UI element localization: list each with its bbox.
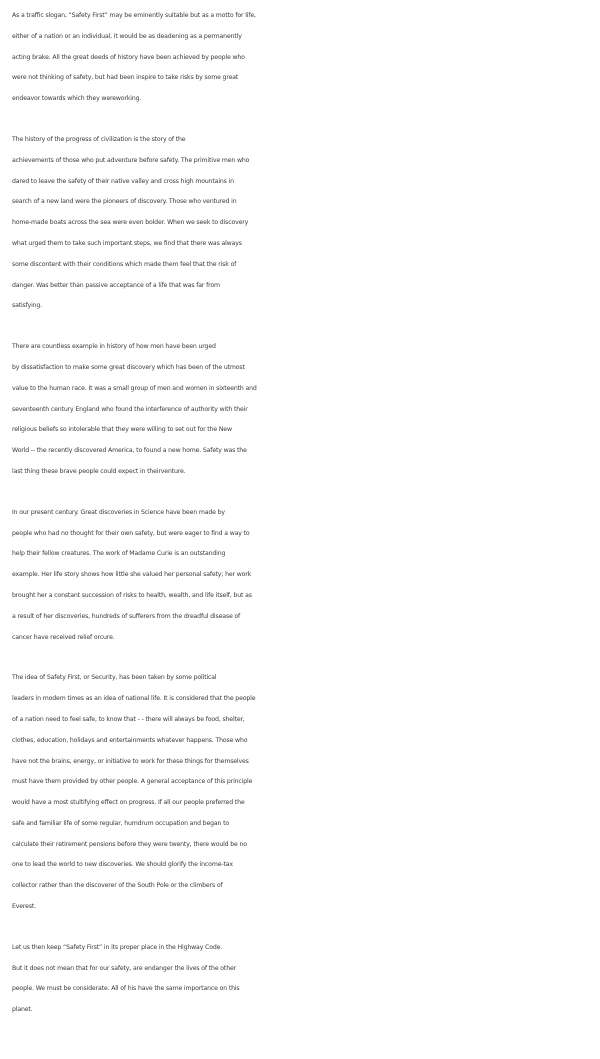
text-line: But it does not mean that for our safety, are endanger the lives of the other — [12, 964, 237, 972]
text-line: achievements of those who put adventure before safety. The primitive men who — [12, 156, 250, 164]
text-line: cancer have received relief orcure. — [12, 633, 115, 641]
text-line: of a nation need to feel safe, to know that - - there will always be food, shelter, — [12, 715, 245, 723]
paragraph — [12, 938, 600, 1021]
text-line: either of a nation or an individual, it would be as deadening as a permanently — [12, 32, 242, 40]
text-line: danger. Was better than passive acceptance of a life that was far from — [12, 281, 220, 289]
text-line: help their fellow creatures. The work of Madame Curie is an outstanding — [12, 550, 226, 558]
text-line: clothes, education, holidays and entertainments whatever happens. Those who — [12, 736, 248, 744]
text-line: home-made boats across the sea were even bolder. When we seek to discovery — [12, 219, 249, 227]
text-line: have not the brains, energy, or initiative to work for these things for themselves — [12, 757, 249, 765]
text-line: The idea of Safety First, or Security, has been taken by some political — [12, 674, 217, 682]
text-line: must have them provided by other people. A general acceptance of this principle — [12, 778, 253, 786]
paragraph — [12, 668, 600, 918]
text-line: people who had no thought for their own safety, but were eager to find a way to — [12, 529, 250, 537]
text-line: seventeenth century England who found the interference of authority with their — [12, 405, 248, 413]
text-line: dared to leave the safety of their native valley and cross high mountains in — [12, 177, 234, 185]
text-line: endeavor towards which they wereworking. — [12, 95, 142, 103]
text-line: There are countless example in history of how men have been urged — [12, 343, 216, 351]
text-line: example. Her life story shows how little she valued her personal safety; her work — [12, 571, 252, 579]
text-line: what urged them to take such important steps, we find that there was always — [12, 239, 242, 247]
text-line: In our present century. Great discoveries in Science have been made by — [12, 508, 225, 516]
text-line: some discontent with their conditions which made them feel that the risk of — [12, 260, 237, 268]
text-line: last thing these brave people could expect in theirventure. — [12, 467, 186, 475]
paragraph — [12, 503, 600, 649]
text-line: leaders in modem times as an idea of national life. It is considered that the people — [12, 695, 256, 703]
text-line: Everest. — [12, 903, 37, 911]
text-line: Let us then keep “Safety First” in its proper place in the Highway Code. — [12, 943, 223, 951]
text-line: by dissatisfaction to make some great discovery which has been of the utmost — [12, 363, 245, 371]
text-line: safe and familiar life of some regular, humdrum occupation and began to — [12, 819, 230, 827]
text-line: search of a new land were the pioneers of discovery. Those who ventured in — [12, 198, 237, 206]
text-line: brought her a constant succession of risks to health, wealth, and life itself, but as — [12, 591, 252, 599]
paragraph — [12, 337, 600, 483]
text-line: acting brake. All the great deeds of history have been achieved by people who — [12, 53, 245, 61]
text-line: would have a most stultifying effect on progress. If all our people preferred the — [12, 799, 245, 807]
text-line: As a traffic slogan, “Safety First” may be eminently suitable but as a motto for life, — [12, 12, 256, 19]
text-line: World -- the recently discovered America, to found a new home. Safety was the — [12, 447, 247, 455]
text-line: collector rather than the discoverer of the South Pole or the climbers of — [12, 882, 223, 890]
paragraph — [12, 6, 600, 110]
text-line: value to the human race. It was a small group of men and women in sixteenth and — [12, 384, 257, 392]
text-line: The history of the progress of civilization is the story of the — [12, 135, 186, 143]
text-line: were not thinking of safety, but had been inspire to take risks by some great — [12, 74, 239, 82]
text-line: a result of her discoveries, hundreds of sufferers from the dreadful disease of — [12, 612, 241, 620]
text-line: people. We must be considerate. All of his have the same importance on this — [12, 985, 240, 993]
text-line: calculate their retirement pensions before they were twenty, there would be no — [12, 840, 247, 848]
text-line: satisfying. — [12, 302, 43, 310]
text-line: religious beliefs so intolerable that they were willing to set out for the New — [12, 426, 232, 434]
text-line: one to lead the world to new discoveries. We should glorify the income-tax — [12, 861, 233, 869]
text-line: planet. — [12, 1006, 33, 1014]
paragraph — [12, 130, 600, 317]
